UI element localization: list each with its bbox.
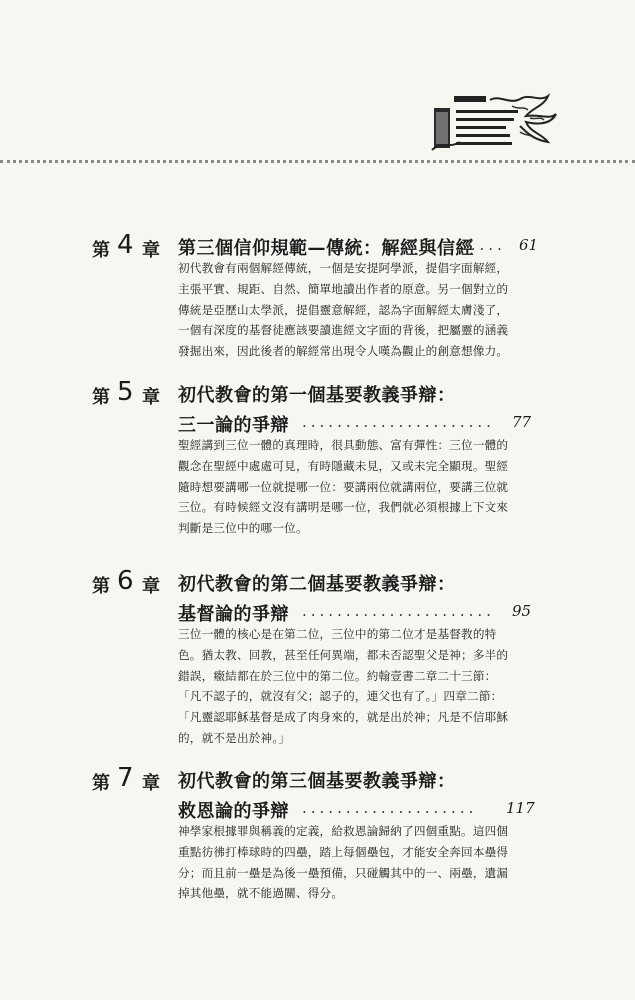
page-number[interactable]: 61 [519, 236, 539, 254]
summary-line: 發掘出來，因此後者的解經常出現令人嘆為觀止的創意想像力。 [178, 344, 509, 359]
page-number[interactable]: 95 [512, 602, 532, 620]
chapter-title-line-2[interactable]: 基督論的爭辯 [178, 604, 289, 625]
page-number[interactable]: 77 [512, 413, 532, 431]
chapter-title-line-1[interactable]: 初代教會的第二個基要教義爭辯： [178, 574, 456, 595]
chapter-title-line-1[interactable]: 初代教會的第一個基要教義爭辯： [178, 385, 456, 406]
leader-dots: .................... [302, 799, 478, 817]
chapter-prefix: 第 [92, 387, 110, 408]
summary-line: 神學家根據罪與稱義的定義，給救恩論歸納了四個重點。這四個 [178, 824, 509, 838]
summary-line: 傳統是亞歷山太學派，提倡靈意解經，認為字面解經太膚淺了， [178, 302, 509, 317]
summary-line: 三位一體的核心是在第二位，三位中的第二位才是基督教的特 [178, 627, 497, 641]
chapter-number: 7 [117, 763, 134, 793]
summary-line: 三位。有時候經文沒有講明是哪一位，我們就必須根據上下文來 [178, 500, 509, 515]
summary-line: 觀念在聖經中處處可見，有時隱藏未見，又或未完全顯現。聖經 [178, 458, 509, 473]
summary-line: 一個有深度的基督徒應該要讀進經文字面的背後，把屬靈的涵義 [178, 323, 509, 338]
leader-dots: ...................... [302, 413, 495, 431]
chapter-heading [92, 379, 187, 409]
chapter-prefix: 第 [92, 240, 110, 261]
illuminated-manuscript-ornament [430, 92, 562, 154]
page-number[interactable]: 117 [506, 799, 535, 817]
leader-dots: ...................... [302, 602, 495, 620]
summary-line: 判斷是三位中的哪一位。 [178, 521, 308, 536]
summary-line: 聖經講到三位一體的真理時，很具動態、富有彈性：三位一體的 [178, 438, 509, 452]
leader-dots: ..... [462, 236, 506, 254]
chapter-summary [178, 435, 548, 539]
chapter-prefix: 第 [92, 576, 110, 597]
chapter-suffix: 章 [142, 576, 160, 597]
chapter-suffix: 章 [142, 773, 160, 794]
summary-line: 重點彷彿打棒球時的四壘，踏上每個壘包，才能安全奔回本壘得 [178, 844, 509, 859]
chapter-title-line-2[interactable]: 三一論的爭辯 [178, 415, 289, 436]
summary-line: 錯誤，癥結都在於三位中的第二位。約翰壹書二章二十三節： [178, 668, 497, 683]
chapter-heading [92, 232, 187, 262]
manuscript-image [430, 92, 562, 154]
summary-line: 色。猶太教、回教，甚至任何異端，都未否認聖父是神；多半的 [178, 647, 509, 662]
header-dotted-rule [0, 160, 635, 163]
summary-line: 主張平實、規距、自然、簡單地讀出作者的原意。另一個對立的 [178, 281, 509, 296]
summary-line: 的，就不是出於神。」 [178, 730, 291, 745]
chapter-prefix: 第 [92, 773, 110, 794]
chapter-title-line-2[interactable]: 救恩論的爭辯 [178, 801, 289, 822]
summary-line: 掉其他壘，就不能過關、得分。 [178, 886, 344, 901]
chapter-suffix: 章 [142, 240, 160, 261]
chapter-summary [178, 821, 548, 904]
summary-line: 「凡不認子的，就沒有父；認子的，連父也有了。」四章二節： [178, 689, 503, 704]
chapter-suffix: 章 [142, 387, 160, 408]
chapter-heading [92, 568, 187, 598]
chapter-summary [178, 258, 548, 362]
chapter-number: 4 [117, 230, 134, 260]
chapter-title-line-1[interactable]: 初代教會的第三個基要教義爭辯： [178, 771, 456, 792]
summary-line: 初代教會有兩個解經傳統，一個是安提阿學派，提倡字面解經， [178, 261, 509, 275]
chapter-title[interactable]: 第三個信仰規範—傳統：解經與信經 [178, 238, 474, 259]
summary-line: 隨時想要講哪一位就提哪一位：要講兩位就講兩位，要講三位就 [178, 479, 509, 494]
chapter-number: 6 [117, 566, 134, 596]
chapter-heading [92, 765, 187, 795]
summary-line: 分；而且前一壘是為後一壘預備，只碰觸其中的一、兩壘，遺漏 [178, 865, 509, 880]
summary-line: 「凡靈認耶穌基督是成了肉身來的，就是出於神；凡是不信耶穌 [178, 710, 509, 725]
chapter-summary [178, 624, 548, 749]
chapter-number: 5 [117, 377, 134, 407]
